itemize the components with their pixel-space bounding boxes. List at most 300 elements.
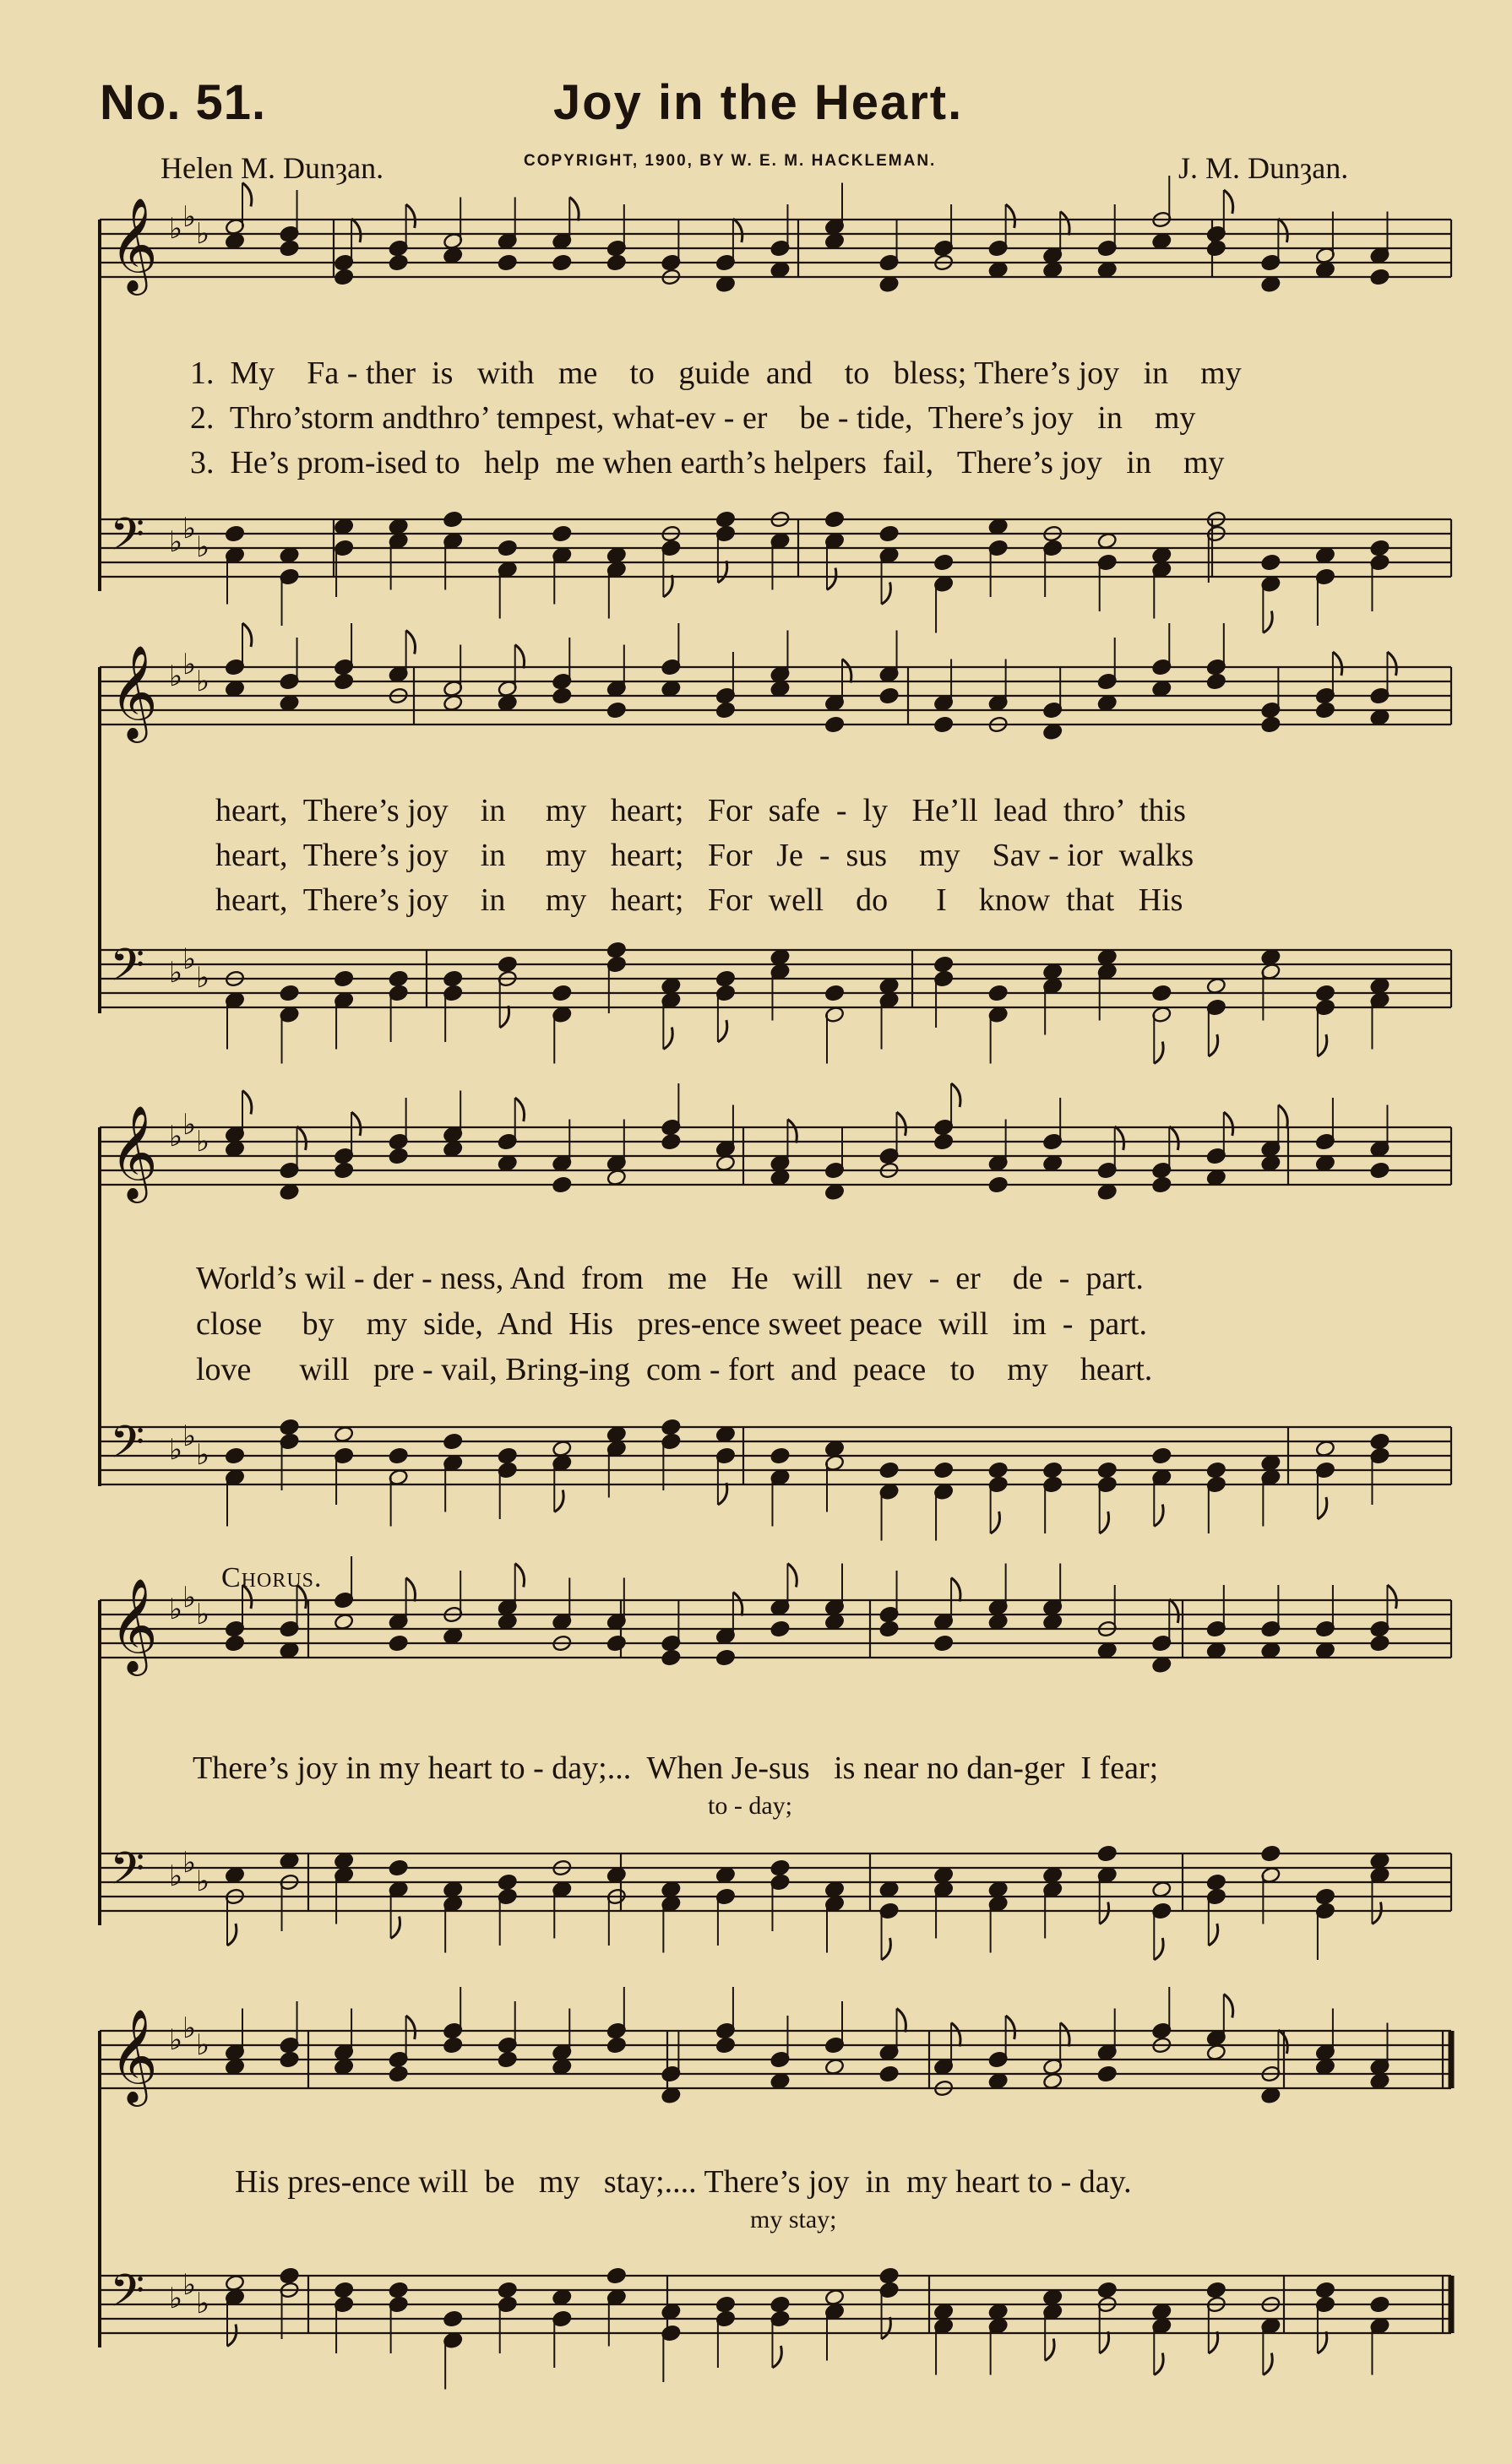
treble-clef-icon: 𝄞 xyxy=(110,2008,158,2103)
note-head xyxy=(933,1635,954,1653)
note-head xyxy=(715,2296,736,2314)
bass-clef-icon: 𝄢 xyxy=(110,940,145,1002)
note-head xyxy=(552,525,572,543)
note-head xyxy=(988,1462,1009,1479)
flat-icon: ♭ xyxy=(169,212,183,246)
note-head xyxy=(988,518,1009,535)
note-head xyxy=(1151,1176,1172,1194)
note-head xyxy=(824,2288,845,2306)
note-flag xyxy=(1387,652,1396,676)
note-flag xyxy=(351,219,361,242)
bass-clef-icon: 𝄢 xyxy=(110,509,145,572)
note-head xyxy=(770,1447,790,1465)
note-head xyxy=(1260,1642,1281,1659)
note-head xyxy=(715,2037,736,2054)
note-head xyxy=(1042,2288,1063,2306)
note-head xyxy=(1260,716,1281,734)
note-head xyxy=(389,1635,409,1653)
note-flag xyxy=(787,1564,797,1587)
flat-icon: ♭ xyxy=(182,648,197,681)
flat-icon: ♭ xyxy=(196,2028,210,2062)
note-head xyxy=(280,1852,300,1870)
note-head xyxy=(1315,2058,1335,2076)
note-head xyxy=(389,518,409,535)
note-flag xyxy=(882,1938,891,1960)
note-head xyxy=(661,680,681,697)
note-head xyxy=(334,1425,354,1443)
note-head xyxy=(280,546,300,564)
verse-2-line-3: close by my side, And His pres-ence sweet peace will im - part. xyxy=(196,1306,1147,1342)
note-head xyxy=(334,269,354,286)
note-head xyxy=(225,2274,245,2292)
note-head xyxy=(933,956,954,974)
note-head xyxy=(715,1866,736,1884)
note-flag xyxy=(1224,190,1233,214)
note-head xyxy=(443,694,463,712)
note-head xyxy=(879,1462,900,1479)
note-head xyxy=(1369,1852,1390,1870)
bass-clef-icon: 𝄢 xyxy=(110,2266,145,2328)
note-head xyxy=(1206,1462,1226,1479)
note-head xyxy=(443,247,463,264)
note-head xyxy=(715,1154,736,1172)
note-head xyxy=(1315,1154,1335,1172)
note-head xyxy=(1260,2087,1281,2104)
note-flag xyxy=(569,198,579,221)
note-flag xyxy=(1278,219,1287,242)
note-head xyxy=(824,1440,845,1457)
note-head xyxy=(443,970,463,988)
note-head xyxy=(1206,2282,1226,2299)
note-flag xyxy=(1209,2331,1218,2353)
note-head xyxy=(1042,1613,1063,1631)
note-head xyxy=(770,948,790,966)
note-head xyxy=(1260,275,1281,293)
flat-icon: ♭ xyxy=(169,2023,183,2057)
verse-3-line-3: love will pre - vail, Bring-ing com - fort and peace to my heart. xyxy=(196,1352,1153,1387)
note-head xyxy=(225,525,245,543)
note-flag xyxy=(1278,2030,1287,2054)
note-head xyxy=(334,2282,354,2299)
chorus-line-2: His pres-ence will be my stay;.... There’s joy in my heart to - day. xyxy=(235,2164,1132,2200)
note-flag xyxy=(733,219,742,242)
note-head xyxy=(1260,1154,1281,1172)
note-head xyxy=(389,1859,409,1877)
note-head xyxy=(1315,261,1335,279)
note-head xyxy=(933,2303,954,2320)
note-flag xyxy=(242,623,252,647)
note-head xyxy=(879,1620,900,1638)
flat-icon: ♭ xyxy=(196,530,210,564)
note-flag xyxy=(1224,1995,1233,2018)
note-head xyxy=(225,1635,245,1653)
note-flag xyxy=(406,631,416,654)
note-flag xyxy=(718,1483,727,1505)
flat-icon: ♭ xyxy=(196,1598,210,1631)
note-head xyxy=(389,2065,409,2083)
note-flag xyxy=(1372,1902,1381,1924)
flat-icon: ♭ xyxy=(182,200,197,234)
note-flag xyxy=(515,645,525,669)
flat-icon: ♭ xyxy=(196,2287,210,2320)
note-flag xyxy=(406,1578,416,1602)
note-flag xyxy=(1115,1126,1124,1150)
note-flag xyxy=(1100,1512,1109,1533)
note-head xyxy=(715,1425,736,1443)
note-flag xyxy=(1318,1497,1327,1519)
note-head xyxy=(879,2267,900,2285)
note-flag xyxy=(1154,1042,1163,1064)
note-flag xyxy=(1154,1505,1163,1527)
note-head xyxy=(334,1852,354,1870)
note-head xyxy=(879,977,900,995)
note-head xyxy=(280,1183,300,1201)
note-head xyxy=(1097,261,1118,279)
note-flag xyxy=(227,2325,237,2347)
note-head xyxy=(933,554,954,572)
note-head xyxy=(988,2303,1009,2320)
note-head xyxy=(1042,723,1063,741)
chorus-line-1: There’s joy in my heart to - day;... When Je-sus is near no dan-ger I fear; xyxy=(193,1750,1159,1786)
note-head xyxy=(1206,1642,1226,1659)
note-head xyxy=(1042,963,1063,980)
note-head xyxy=(389,2282,409,2299)
note-head xyxy=(824,1881,845,1898)
note-flag xyxy=(1209,1924,1218,1946)
note-head xyxy=(879,687,900,705)
note-flag xyxy=(718,561,727,583)
note-head xyxy=(824,985,845,1002)
note-head xyxy=(933,1462,954,1479)
note-flag xyxy=(1060,2023,1069,2047)
note-head xyxy=(933,1866,954,1884)
note-head xyxy=(824,511,845,529)
note-head xyxy=(498,2282,518,2299)
note-head xyxy=(1097,948,1118,966)
note-head xyxy=(498,540,518,557)
treble-clef-icon: 𝄞 xyxy=(110,644,158,739)
note-head xyxy=(1097,694,1118,712)
note-head xyxy=(498,254,518,272)
note-flag xyxy=(663,1028,672,1050)
note-head xyxy=(552,687,572,705)
note-head xyxy=(1151,985,1172,1002)
note-flag xyxy=(663,575,672,597)
note-head xyxy=(606,2037,627,2054)
note-head xyxy=(225,1866,245,1884)
note-head xyxy=(1042,2072,1063,2090)
verse-2-line-1: 2. Thro’storm andthro’ tempest, what-ev - er be - tide, There’s joy in my xyxy=(190,400,1196,436)
note-flag xyxy=(242,1091,252,1115)
note-head xyxy=(988,1881,1009,1898)
verse-3-line-1: 3. He’s prom-ised to help me when earth’s helpers fail, There’s joy in my xyxy=(190,445,1225,480)
note-head xyxy=(879,525,900,543)
note-head xyxy=(552,1440,572,1457)
note-head xyxy=(1151,680,1172,697)
note-flag xyxy=(1154,1938,1163,1960)
note-head xyxy=(879,2065,900,2083)
note-flag xyxy=(897,2009,906,2033)
flat-icon: ♭ xyxy=(196,1125,210,1159)
note-flag xyxy=(515,1564,525,1587)
note-head xyxy=(988,1176,1009,1194)
note-flag xyxy=(1318,1034,1327,1056)
note-head xyxy=(770,1859,790,1877)
note-head xyxy=(770,680,790,697)
note-flag xyxy=(772,2346,781,2368)
treble-clef-icon: 𝄞 xyxy=(110,1577,158,1672)
note-head xyxy=(715,1649,736,1667)
flat-icon: ♭ xyxy=(182,2011,197,2045)
note-head xyxy=(334,1613,354,1631)
note-head xyxy=(389,970,409,988)
note-flag xyxy=(1100,2331,1109,2353)
flat-icon: ♭ xyxy=(182,942,197,976)
note-head xyxy=(988,1613,1009,1631)
note-head xyxy=(661,1419,681,1436)
flat-icon: ♭ xyxy=(169,956,183,990)
note-head xyxy=(1260,948,1281,966)
note-head xyxy=(661,1649,681,1667)
verse-1-line-1: 1. My Fa - ther is with me to guide and to bless; There’s joy in my xyxy=(190,355,1242,391)
note-head xyxy=(606,942,627,959)
note-head xyxy=(1151,232,1172,250)
note-head xyxy=(552,254,572,272)
note-head xyxy=(498,956,518,974)
note-flag xyxy=(718,1020,727,1042)
note-head xyxy=(1369,269,1390,286)
flat-icon: ♭ xyxy=(196,961,210,995)
note-head xyxy=(879,1881,900,1898)
note-head xyxy=(1315,2282,1335,2299)
note-head xyxy=(988,261,1009,279)
note-head xyxy=(770,1620,790,1638)
note-flag xyxy=(1387,1585,1396,1609)
note-head xyxy=(280,694,300,712)
note-flag xyxy=(227,1924,237,1946)
note-head xyxy=(606,1425,627,1443)
note-head xyxy=(498,1874,518,1891)
note-flag xyxy=(827,568,836,590)
flat-icon: ♭ xyxy=(169,1859,183,1893)
note-head xyxy=(661,1133,681,1151)
note-head xyxy=(1369,1635,1390,1653)
note-head xyxy=(443,1881,463,1898)
flat-icon: ♭ xyxy=(196,1438,210,1472)
note-head xyxy=(334,518,354,535)
flat-icon: ♭ xyxy=(196,217,210,251)
note-head xyxy=(552,2288,572,2306)
note-head xyxy=(389,1447,409,1465)
note-head xyxy=(1206,977,1226,995)
note-flag xyxy=(1209,1034,1218,1056)
note-head xyxy=(1042,1154,1063,1172)
note-head xyxy=(1260,554,1281,572)
note-head xyxy=(1042,1462,1063,1479)
bass-clef-icon: 𝄢 xyxy=(110,1417,145,1479)
note-head xyxy=(280,2267,300,2285)
note-flag xyxy=(787,1120,797,1143)
note-head xyxy=(606,702,627,719)
note-head xyxy=(661,977,681,995)
note-head xyxy=(1369,708,1390,726)
note-head xyxy=(1315,546,1335,564)
flat-icon: ♭ xyxy=(182,1581,197,1615)
chorus-echo-1: to - day; xyxy=(708,1792,792,1820)
flat-icon: ♭ xyxy=(196,1864,210,1898)
note-head xyxy=(1097,1462,1118,1479)
note-head xyxy=(1260,1845,1281,1863)
note-head xyxy=(1097,2282,1118,2299)
note-head xyxy=(715,702,736,719)
flat-icon: ♭ xyxy=(169,525,183,559)
note-head xyxy=(1315,1440,1335,1457)
treble-clef-icon: 𝄞 xyxy=(110,197,158,291)
note-flag xyxy=(515,1098,525,1121)
note-head xyxy=(225,680,245,697)
bass-clef-icon: 𝄢 xyxy=(110,1843,145,1906)
note-head xyxy=(552,985,572,1002)
note-flag xyxy=(951,2023,960,2047)
note-head xyxy=(606,2267,627,2285)
note-head xyxy=(606,546,627,564)
note-head xyxy=(1315,1642,1335,1659)
note-head xyxy=(443,1627,463,1645)
note-head xyxy=(443,1433,463,1451)
note-flag xyxy=(1224,1112,1233,1136)
note-head xyxy=(498,694,518,712)
note-head xyxy=(606,1635,627,1653)
note-head xyxy=(933,1133,954,1151)
note-head xyxy=(1151,2303,1172,2320)
note-head xyxy=(1315,1888,1335,1906)
note-flag xyxy=(733,1593,742,1616)
note-flag xyxy=(1263,2353,1272,2375)
note-head xyxy=(824,2058,845,2076)
note-flag xyxy=(1154,2353,1163,2375)
note-head xyxy=(1151,1447,1172,1465)
note-flag xyxy=(1169,1599,1178,1623)
note-head xyxy=(988,985,1009,1002)
note-head xyxy=(280,1419,300,1436)
note-flag xyxy=(951,1083,960,1107)
note-head xyxy=(879,275,900,293)
note-head xyxy=(824,716,845,734)
note-head xyxy=(443,2310,463,2328)
note-head xyxy=(1097,1845,1118,1863)
note-head xyxy=(1151,1881,1172,1898)
note-head xyxy=(1042,1866,1063,1884)
note-head xyxy=(661,2303,681,2320)
note-flag xyxy=(1318,2331,1327,2353)
note-head xyxy=(334,1162,354,1180)
note-head xyxy=(606,1169,627,1186)
note-head xyxy=(1315,702,1335,719)
note-flag xyxy=(1278,1105,1287,1129)
flat-icon: ♭ xyxy=(169,2282,183,2315)
note-head xyxy=(661,2087,681,2104)
note-head xyxy=(1097,1642,1118,1659)
note-flag xyxy=(1045,2339,1054,2361)
note-head xyxy=(770,261,790,279)
note-head xyxy=(715,275,736,293)
note-head xyxy=(1206,2043,1226,2061)
note-head xyxy=(280,2051,300,2069)
hymn-author: Helen M. Dunȝan. xyxy=(160,151,384,185)
hymn-composer: J. M. Dunȝan. xyxy=(1178,151,1349,185)
note-head xyxy=(1097,2065,1118,2083)
verse-3-line-2: heart, There’s joy in my heart; For well do I know that His xyxy=(215,882,1183,918)
note-head xyxy=(1151,546,1172,564)
treble-clef-icon: 𝄞 xyxy=(110,1104,158,1199)
note-flag xyxy=(1060,212,1069,236)
note-head xyxy=(1369,1162,1390,1180)
note-head xyxy=(334,2058,354,2076)
note-head xyxy=(498,2051,518,2069)
note-head xyxy=(280,1642,300,1659)
note-flag xyxy=(391,1917,400,1939)
note-head xyxy=(1206,240,1226,258)
note-head xyxy=(606,1866,627,1884)
note-head xyxy=(1206,1169,1226,1186)
note-head xyxy=(988,2072,1009,2090)
chorus-label: Chorus. xyxy=(221,1562,323,1593)
flat-icon: ♭ xyxy=(169,1120,183,1153)
note-head xyxy=(334,673,354,691)
note-head xyxy=(1260,1454,1281,1472)
note-head xyxy=(661,1881,681,1898)
flat-icon: ♭ xyxy=(169,1433,183,1467)
note-head xyxy=(1042,261,1063,279)
copyright-notice: COPYRIGHT, 1900, BY W. E. M. HACKLEMAN. xyxy=(524,152,937,170)
note-flag xyxy=(991,1512,1000,1533)
note-flag xyxy=(1169,1126,1178,1150)
note-head xyxy=(498,1613,518,1631)
note-head xyxy=(824,232,845,250)
flat-icon: ♭ xyxy=(182,2268,197,2302)
note-flag xyxy=(297,1126,307,1150)
note-flag xyxy=(500,1006,509,1028)
note-head xyxy=(1151,1656,1172,1674)
verse-1-line-3: World’s wil - der - ness, And from me He will nev - er de - part. xyxy=(196,1261,1144,1296)
flat-icon: ♭ xyxy=(196,665,210,698)
note-head xyxy=(443,511,463,529)
note-head xyxy=(389,1148,409,1165)
note-head xyxy=(552,1176,572,1194)
note-head xyxy=(225,1447,245,1465)
note-head xyxy=(1369,1433,1390,1451)
note-flag xyxy=(406,2016,416,2039)
note-flag xyxy=(882,583,891,605)
note-head xyxy=(933,716,954,734)
verse-2-line-2: heart, There’s joy in my heart; For Je - sus my Sav - ior walks xyxy=(215,838,1194,873)
note-flag xyxy=(1263,611,1272,633)
note-head xyxy=(498,1154,518,1172)
note-head xyxy=(225,2058,245,2076)
note-head xyxy=(280,240,300,258)
note-head xyxy=(1206,673,1226,691)
hymn-title: Joy in the Heart. xyxy=(553,75,964,130)
note-head xyxy=(225,1140,245,1158)
note-head xyxy=(334,970,354,988)
note-head xyxy=(824,1613,845,1631)
note-head xyxy=(770,2072,790,2090)
note-head xyxy=(1369,977,1390,995)
chorus-echo-2: my stay; xyxy=(750,2206,837,2233)
note-head xyxy=(225,232,245,250)
verse-1-line-2: heart, There’s joy in my heart; For safe - ly He’ll lead thro’ this xyxy=(215,793,1186,828)
note-flag xyxy=(554,1490,563,1512)
